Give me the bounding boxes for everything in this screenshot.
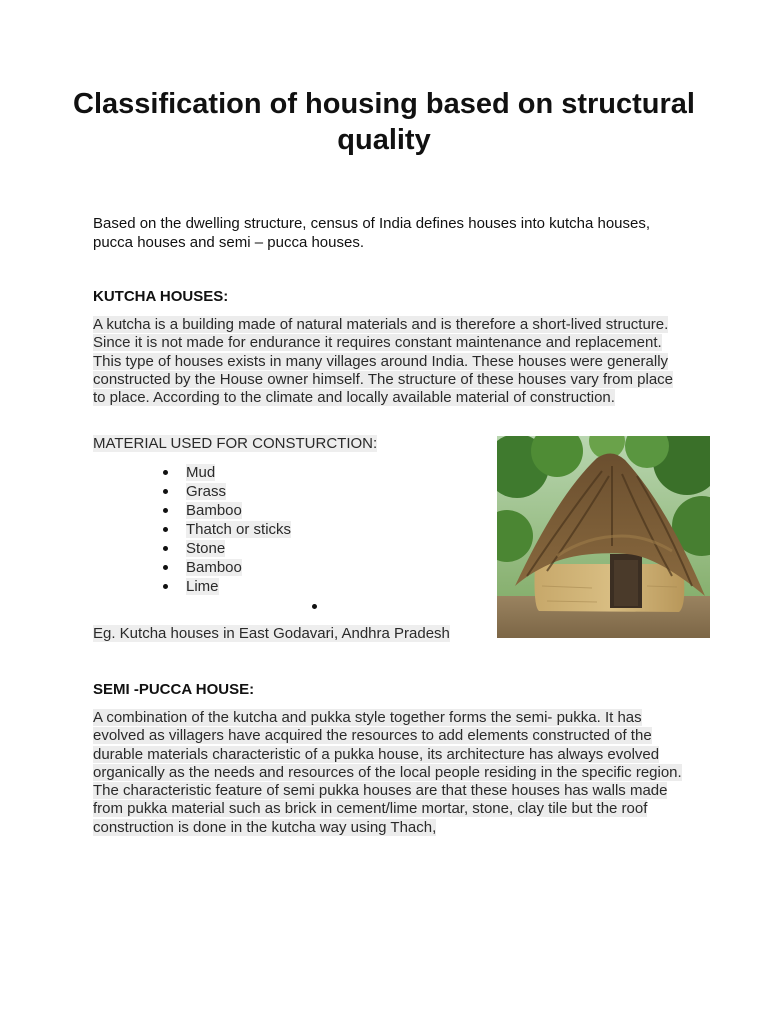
list-item	[160, 577, 291, 596]
semi-pucca-paragraph	[93, 709, 683, 837]
list-item	[160, 558, 291, 577]
material-label: Stone	[186, 540, 226, 557]
example-caption-text: Eg. Kutcha houses in East Godavari, Andhra Pradesh	[93, 625, 450, 642]
list-item	[160, 539, 291, 558]
material-label: Thatch or sticks	[186, 521, 292, 538]
materials-list	[160, 463, 291, 596]
semi-pucca-paragraph-text: A combination of the kutcha and pukka style together forms the semi- pukka. It has evolved as villagers have acquired the resources to add elements constructed of the durable materials characteristic of a pukka house, its architecture has always evolved organically as the needs and resources of the local people residing in the specific region. The characteristic feature of semi pukka houses are that these houses has walls made from pukka material such as brick in cement/lime mortar, stone, clay tile but the roof construction is done in the kutcha way using Thach,	[93, 709, 682, 836]
list-item	[160, 501, 291, 520]
kutcha-paragraph-text: A kutcha is a building made of natural materials and is therefore a short-lived structure. Since it is not made for endurance it requires constant maintenance and replacement. This type of houses exists in many villages around India. These houses were generally constructed by the House owner himself. The structure of these houses vary from place to place. According to the climate and locally available material of construction.	[93, 316, 674, 407]
semi-pucca-heading: SEMI -PUCCA HOUSE:	[93, 681, 255, 698]
list-item	[160, 482, 291, 501]
material-label: Mud	[186, 464, 216, 481]
list-item	[160, 463, 291, 482]
bullet-icon	[163, 565, 168, 570]
material-label: Grass	[186, 483, 227, 500]
materials-label	[93, 435, 377, 453]
example-caption	[93, 625, 450, 643]
intro-paragraph: Based on the dwelling structure, census of India defines houses into kutcha houses, pucca houses and semi – pucca houses.	[93, 215, 651, 251]
bullet-icon	[163, 470, 168, 475]
bullet-icon	[163, 508, 168, 513]
bullet-icon	[163, 527, 168, 532]
materials-label-text: MATERIAL USED FOR CONSTURCTION:	[93, 435, 378, 452]
list-item	[160, 520, 291, 539]
page-title: Classification of housing based on structural quality	[73, 88, 695, 156]
material-label: Bamboo	[186, 559, 242, 576]
kutcha-heading: KUTCHA HOUSES:	[93, 288, 229, 305]
empty-bullet-icon	[312, 604, 317, 609]
material-label: Bamboo	[186, 502, 242, 519]
kutcha-paragraph	[93, 316, 683, 407]
material-label: Lime	[186, 578, 219, 595]
bullet-icon	[163, 546, 168, 551]
bullet-icon	[163, 489, 168, 494]
kutcha-house-photo	[497, 436, 710, 638]
bullet-icon	[163, 584, 168, 589]
